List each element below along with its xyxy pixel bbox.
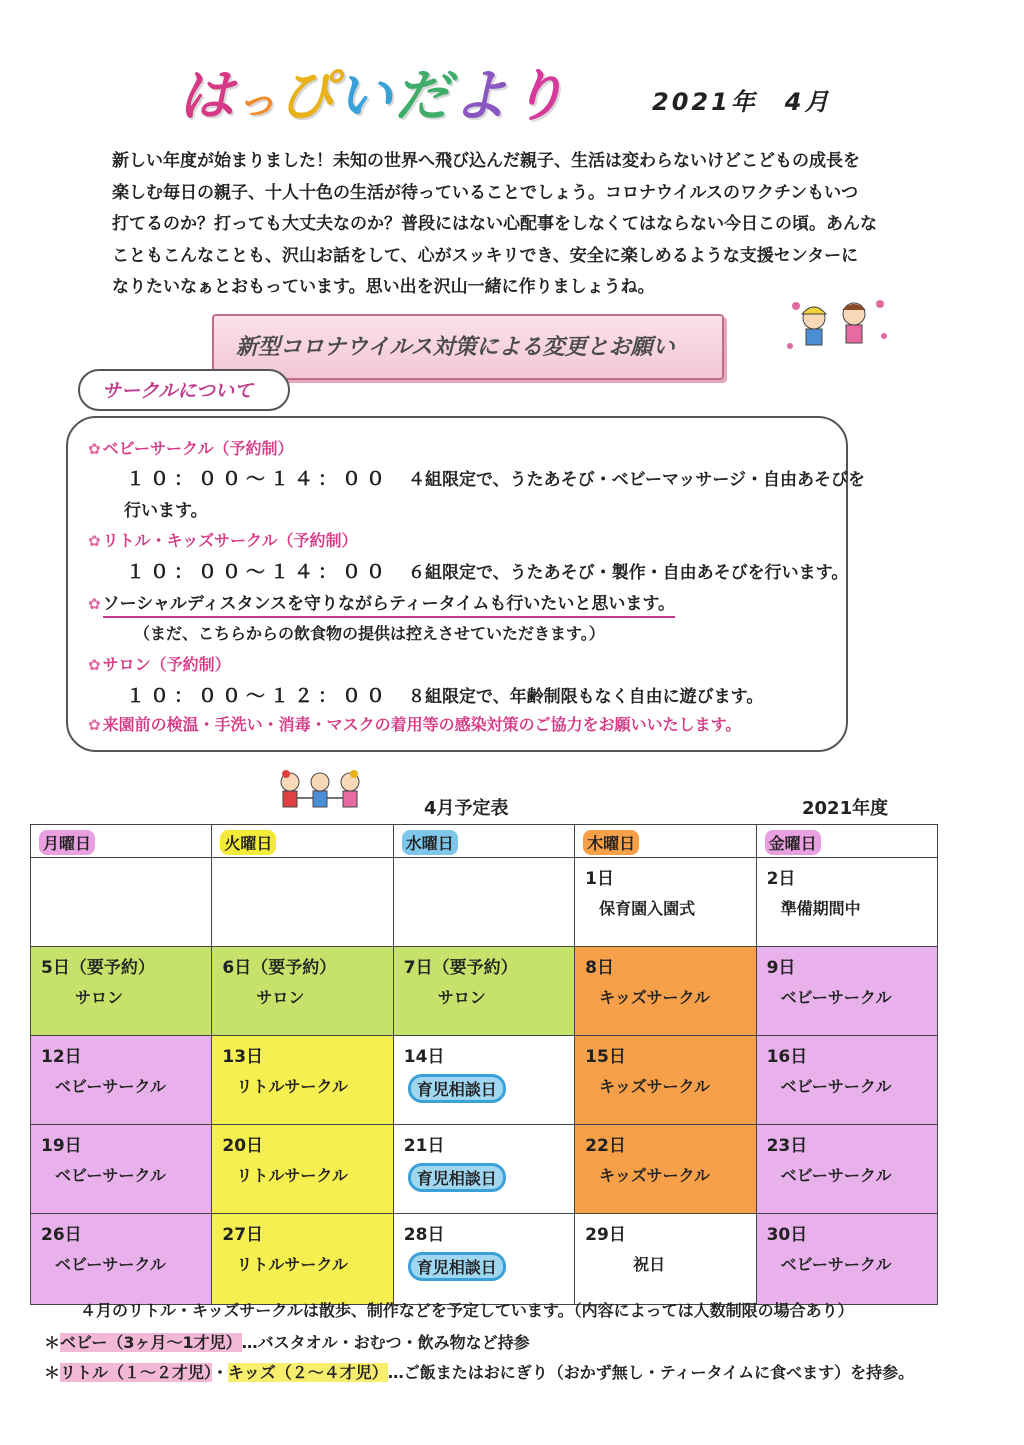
circle-section-label: サークルについて <box>102 380 254 402</box>
day-cell <box>575 947 756 1036</box>
day-event: キッズサークル <box>599 988 711 1007</box>
day-cell <box>31 1214 212 1305</box>
day-cell <box>575 1036 756 1125</box>
title-char: り <box>510 64 568 129</box>
day-cell <box>575 1214 756 1305</box>
little-kids-circle-heading <box>88 528 357 551</box>
day-event: ベビーサークル <box>55 1077 166 1096</box>
baby-circle-time: １０：００～１４：００ <box>126 468 391 490</box>
day-date: 15日 <box>585 1047 626 1067</box>
day-event: キッズサークル <box>599 1077 711 1096</box>
day-cell <box>212 1125 393 1214</box>
day-cell <box>31 1036 212 1125</box>
day-event: ベビーサークル <box>55 1166 166 1185</box>
little-age-highlight: リトル（１～２才児） <box>60 1363 213 1382</box>
day-cell <box>393 1036 574 1125</box>
title-char: い <box>336 64 394 129</box>
day-event: ベビーサークル <box>780 988 892 1007</box>
day-date: 26日 <box>41 1225 82 1245</box>
schedule-title: 4月予定表 <box>424 798 509 819</box>
baby-age-highlight: ベビー（3ヶ月～1才児） <box>60 1333 242 1352</box>
day-cell <box>212 1214 393 1305</box>
weekday-header <box>393 825 574 858</box>
day-event: 保育園入園式 <box>599 899 696 918</box>
social-distance-text: ソーシャルディスタンスを守りながらティータイムも行いたいと思います。 <box>103 594 675 618</box>
day-date: 27日 <box>222 1225 264 1245</box>
week-row <box>31 1036 938 1125</box>
day-date: 12日 <box>41 1047 82 1067</box>
day-cell <box>575 1125 756 1214</box>
note-bullet: ＊ <box>44 1333 61 1352</box>
title-char: よ <box>452 64 510 129</box>
day-cell <box>756 947 937 1036</box>
flower-icon: ✿ <box>88 440 101 458</box>
day-date: 20日 <box>222 1136 264 1156</box>
little-kids-circle-time-line <box>126 557 848 584</box>
day-event: 準備期間中 <box>780 899 861 918</box>
little-kids-circle-desc: ６組限定で、うたあそび・製作・自由あそびを行います。 <box>408 563 849 583</box>
baby-items-note <box>44 1330 530 1353</box>
social-distance-line <box>88 589 675 614</box>
baby-circle-time-line <box>126 464 865 491</box>
day-event: ベビーサークル <box>780 1166 892 1185</box>
flower-icon: ✿ <box>88 716 101 734</box>
flower-icon: ✿ <box>88 595 101 613</box>
day-date: 7日（要予約） <box>403 958 518 978</box>
weekday-header <box>575 825 756 858</box>
social-distance-note: （まだ、こちらからの飲食物の提供は控えさせていただきます。） <box>134 624 605 643</box>
day-event: 育児相談日 <box>408 1074 506 1103</box>
little-kids-items-text: …ご飯またはおにぎり（おかず無し・ティータイムに食べます）を持参。 <box>387 1363 915 1382</box>
infection-request-text: 来園前の検温・手洗い・消毒・マスクの着用等の感染対策のご協力をお願いいたします。 <box>102 715 742 734</box>
intro-line: なりたいなぁとおもっています。思い出を沢山一緒に作りましょうね。 <box>112 277 655 297</box>
day-date: 23日 <box>766 1136 808 1156</box>
day-event: 祝日 <box>633 1255 666 1274</box>
day-cell <box>756 858 937 947</box>
baby-circle-heading <box>88 436 293 459</box>
week-row <box>31 858 938 947</box>
intro-line: 楽しむ毎日の親子、十人十色の生活が待っていることでしょう。コロナウイルスのワクチンもいつ <box>112 182 859 203</box>
day-cell <box>31 1125 212 1214</box>
day-cell <box>212 947 393 1036</box>
little-kids-items-note <box>44 1360 914 1383</box>
flower-icon: ✿ <box>88 532 101 550</box>
flower-icon: ✿ <box>88 656 101 674</box>
day-date: 28日 <box>403 1225 445 1245</box>
day-event: ベビーサークル <box>780 1255 892 1274</box>
schedule-table <box>30 824 938 1305</box>
day-date: 8日 <box>585 958 615 978</box>
week-row <box>31 1214 938 1305</box>
weekday-header <box>756 825 937 858</box>
day-event: ベビーサークル <box>780 1077 892 1096</box>
day-event: サロン <box>256 988 305 1007</box>
day-cell-empty <box>393 858 574 947</box>
baby-circle-heading-text: ベビーサークル（予約制） <box>102 439 294 458</box>
day-date: 22日 <box>585 1136 626 1156</box>
day-cell <box>393 1125 574 1214</box>
day-cell-empty <box>212 858 393 947</box>
running-kids-illustration <box>784 296 894 358</box>
day-date: 5日（要予約） <box>41 958 155 978</box>
weekday-header-row <box>31 825 938 858</box>
day-date: 21日 <box>403 1136 445 1156</box>
salon-time-line <box>126 681 763 708</box>
notice-banner-text: 新型コロナウイルス対策による変更とお願い <box>236 335 675 360</box>
intro-line: 打てるのか？打っても大丈夫なのか？普段にはない心配事をしなくてはならない今日この頃。あんな <box>112 214 877 234</box>
day-date: 14日 <box>403 1047 445 1067</box>
baby-items-text: …バスタオル・おむつ・飲み物など持参 <box>241 1333 530 1352</box>
day-date: 2日 <box>766 869 796 889</box>
day-date: 19日 <box>41 1136 82 1156</box>
day-event: リトルサークル <box>236 1077 348 1096</box>
salon-heading-text: サロン（予約制） <box>102 655 231 674</box>
day-event: キッズサークル <box>599 1166 711 1185</box>
intro-line: 新しい年度が始まりました！未知の世界へ飛び込んだ親子、生活は変わらないけどこどもの成長を <box>112 151 860 171</box>
weekday-label: 木曜日 <box>583 830 639 855</box>
issue-date: 2021年 4月 <box>652 88 832 116</box>
day-date: 1日 <box>585 869 615 889</box>
newsletter-title <box>178 52 568 132</box>
weekday-label: 月曜日 <box>39 830 95 855</box>
day-event: サロン <box>75 988 124 1007</box>
day-date: 29日 <box>585 1225 626 1245</box>
day-event: 育児相談日 <box>408 1252 506 1281</box>
salon-time: １０：００～１２：００ <box>126 685 391 707</box>
note-bullet: ＊ <box>44 1363 61 1382</box>
note-separator: ・ <box>212 1363 229 1382</box>
title-char: は <box>178 64 236 129</box>
weekday-header <box>31 825 212 858</box>
day-event: ベビーサークル <box>55 1255 166 1274</box>
kids-age-highlight: キッズ（２～４才児） <box>228 1363 388 1382</box>
day-cell <box>575 858 756 947</box>
baby-circle-desc: ４組限定で、うたあそび・ベビーマッサージ・自由あそびを <box>408 470 865 490</box>
baby-circle-desc-2: 行います。 <box>124 501 208 521</box>
little-kids-circle-time: １０：００～１４：００ <box>126 561 391 583</box>
day-cell <box>756 1125 937 1214</box>
day-date: 9日 <box>766 958 796 978</box>
weekday-label: 水曜日 <box>402 830 458 855</box>
day-event: 育児相談日 <box>408 1163 506 1192</box>
day-cell-empty <box>31 858 212 947</box>
weekday-header <box>212 825 393 858</box>
title-char: っ <box>236 79 278 125</box>
weekday-label: 金曜日 <box>765 830 821 855</box>
day-event: サロン <box>437 988 486 1007</box>
intro-paragraph <box>112 146 932 304</box>
day-cell <box>31 947 212 1036</box>
title-char: だ <box>394 64 452 129</box>
week-row <box>31 947 938 1036</box>
day-cell <box>756 1214 937 1305</box>
little-kids-circle-heading-text: リトル・キッズサークル（予約制） <box>102 531 358 550</box>
weekday-label: 火曜日 <box>220 830 276 855</box>
children-holding-hands-illustration <box>272 768 368 818</box>
day-cell <box>393 947 574 1036</box>
day-cell <box>212 1036 393 1125</box>
salon-heading <box>88 652 231 675</box>
day-cell <box>756 1036 937 1125</box>
schedule-year: 2021年度 <box>802 798 889 819</box>
day-date: 30日 <box>766 1225 808 1245</box>
day-cell <box>393 1214 574 1305</box>
infection-request-line <box>88 712 741 735</box>
day-date: 6日（要予約） <box>222 958 337 978</box>
day-event: リトルサークル <box>236 1255 348 1274</box>
day-date: 16日 <box>766 1047 808 1067</box>
week-row <box>31 1125 938 1214</box>
intro-line: こともこんなことも、沢山お話をして、心がスッキリでき、安全に楽しめるような支援センターに <box>112 245 859 266</box>
schedule-note: ４月のリトル・キッズサークルは散歩、制作などを予定しています。（内容によっては人数制限の場合あり） <box>80 1301 854 1320</box>
salon-desc: ８組限定で、年齢制限もなく自由に遊びます。 <box>408 687 764 707</box>
title-char: ぴ <box>278 64 336 129</box>
day-event: リトルサークル <box>236 1166 348 1185</box>
day-date: 13日 <box>222 1047 264 1067</box>
